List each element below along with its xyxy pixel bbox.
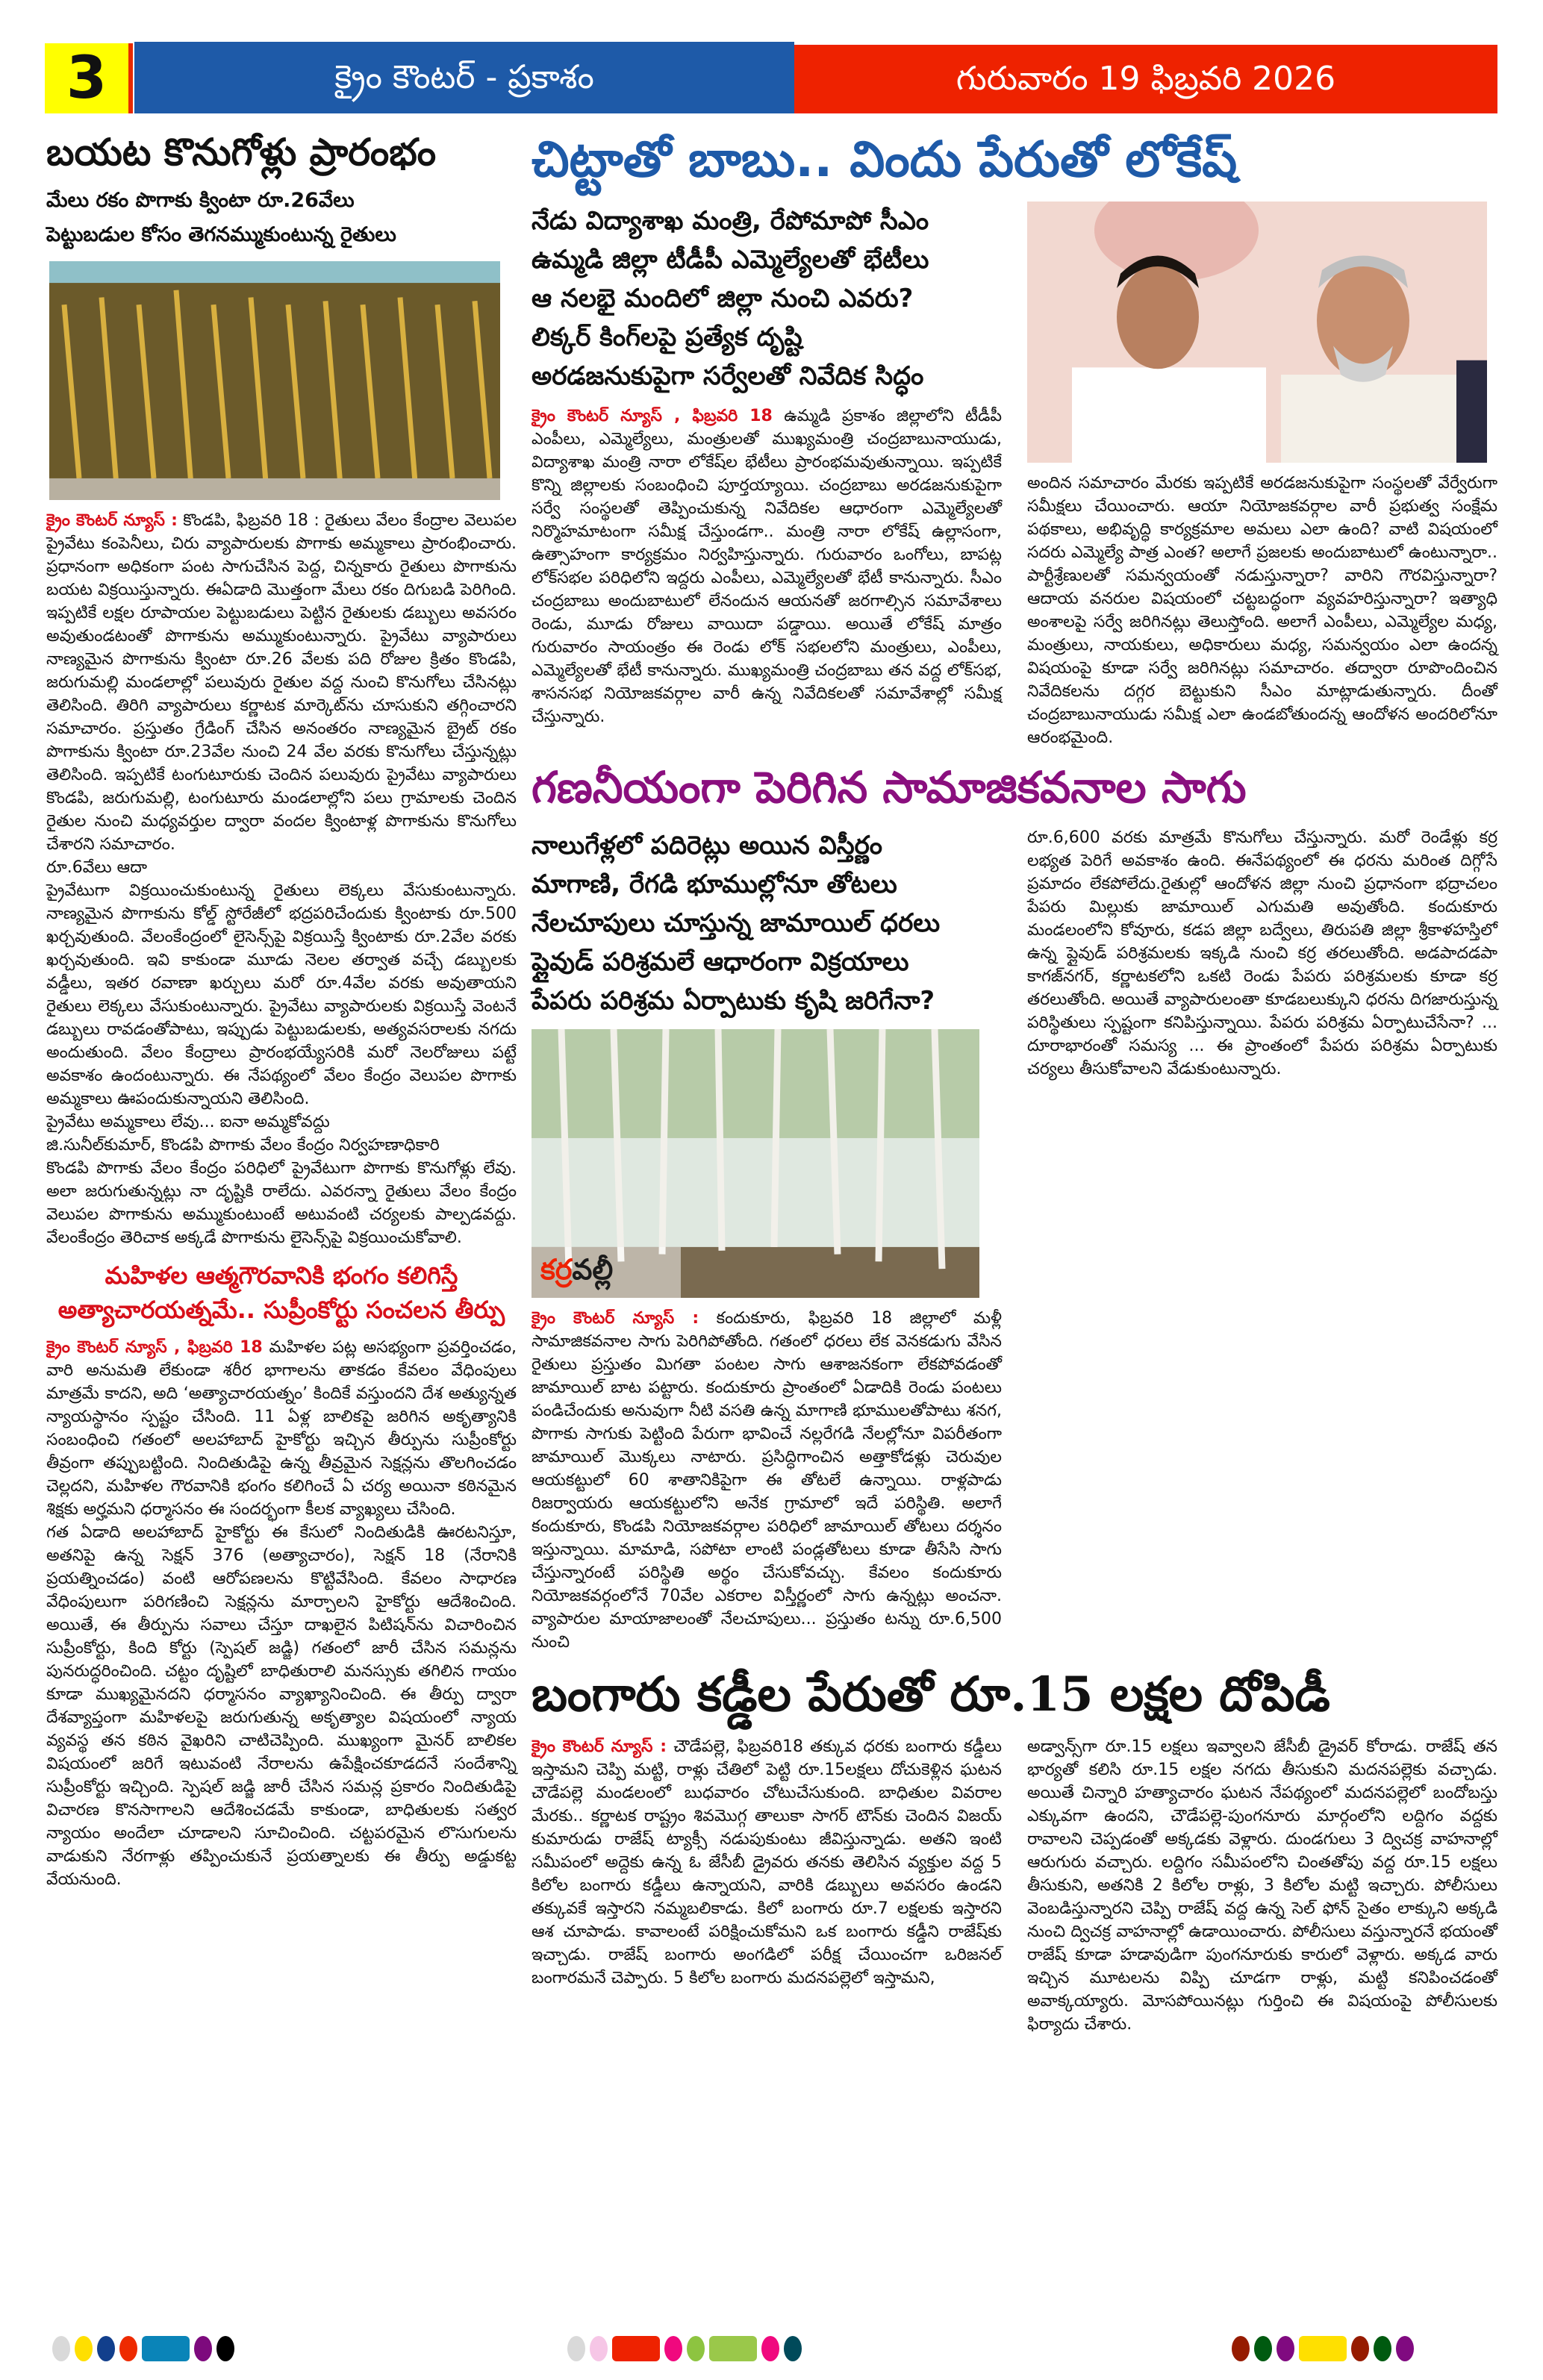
lead-left bbox=[532, 202, 1002, 728]
color-mark bbox=[1277, 2336, 1294, 2361]
registration-marks-right bbox=[1232, 2336, 1414, 2361]
color-mark bbox=[216, 2336, 234, 2361]
color-mark bbox=[590, 2336, 608, 2361]
dateline: క్రైం కౌంటర్ న్యూస్ , ఫిబ్రవరి 18 bbox=[46, 1337, 263, 1357]
dateline: క్రైం కౌంటర్ న్యూస్ : bbox=[532, 1308, 699, 1328]
paragraph: కందుకూరు, ఫిబ్రవరి 18 జిల్లాలో మళ్లీ సామాజికవనాల సాగు పెరిగిపోతోంది. గతంలో ధరలు లేక వెనకడుగు వేసిన రైతులు ప్రస్తుతం మిగతా పంటల సాగు ఆశాజనకంగా లేకపోవడంతో జామాయిల్ బాట పట్టారు. కందుకూరు ప్రాంతంలో ఏడాదికి రెండు పంటలు పండిచేందుకు అనువుగా నీటి వసతి ఉన్న మాగాణి భూములతోపాటు శనగ, పొగాకు సాగుకు పెట్టింది పేరుగా భావించే నల్లరేగడి నేలల్లోనూ విపరీతంగా జామాయిల్ మొక్కలు నాటారు. ప్రసిద్ధిగాంచిన అత్తాకోడళ్లు చెరువుల ఆయకట్టులో 60 శాతానికిపైగా ఈ తోటలే ఉన్నాయి. రాళ్లపాడు రిజర్వాయరు ఆయకట్టులోని అనేక గ్రామాలో ఇదే పరిస్థితి. అలాగే కందుకూరు, కొండపి నియోజకవర్గాల పరిధిలో జామాయిల్ తోటలు దర్శనం ఇస్తున్నాయి. మామాడి, సపోటా లాంటి పండ్లతోటలు కూడా తీసేసి సాగు చేస్తున్నారంటే పరిస్థితి అర్థం చేసుకోవచ్చు. కేవలం కందుకూరు నియోజకవర్గంలోనే 70వేల ఎకరాల విస్తీర్ణంలో సాగు ఉన్నట్లు అంచనా. వ్యాపారుల మాయాజాలంతో నేలచూపులు... ప్రస్తుతం టన్ను రూ.6,500 నుంచి bbox=[532, 1308, 1002, 1652]
deck-line: నాలుగేళ్లలో పదిరెట్లు అయిన విస్తీర్ణం bbox=[532, 830, 883, 861]
deck-line: అరడజనుకుపైగా సర్వేలతో నివేదిక సిద్ధం bbox=[532, 360, 924, 391]
tobacco-subhead: మేలు రకం పొగాకు క్వింటా రూ.26వేలు bbox=[46, 188, 355, 212]
gold-article-col2 bbox=[1027, 1735, 1497, 2036]
deck-line: మాగాణి, రేగడి భూముల్లోనూ తోటలు bbox=[532, 869, 897, 899]
color-mark bbox=[194, 2336, 212, 2361]
forestry-headline: గణనీయంగా పెరిగిన సామాజికవనాల సాగు bbox=[532, 761, 1247, 813]
tobacco-headline: బయట కొనుగోళ్లు ప్రారంభం bbox=[46, 131, 437, 174]
dateline: క్రైం కౌంటర్ న్యూస్ , ఫిబ్రవరి 18 bbox=[532, 406, 773, 425]
forestry-article-col2 bbox=[1027, 826, 1497, 1081]
color-mark bbox=[784, 2336, 802, 2361]
paragraph: చౌడేపల్లె, ఫిబ్రవరి18 తక్కువ ధరకు బంగారు కడ్డీలు ఇస్తామని చెప్పి మట్టి, రాళ్లు చేతిలో పెట్టి రూ.15లక్షలు దోచుకెళ్లిన ఘటన చౌడేపల్లె మండలంలో బుధవారం చోటుచేసుకుంది. బాధితుల వివరాల మేరకు.. కర్ణాటక రాష్ట్రం శివమొగ్గ తాలుకా సాగర్ టౌన్‌కు చెందిన విజయ్ కుమారుడు రాజేష్ ట్యాక్సీ నడుపుకుంటు జీవిస్తున్నాడు. అతని ఇంటి సమీపంలో అద్దెకు ఉన్న ఓ జేసీబీ డ్రైవరు తనకు తెలిసిన వ్యక్తుల వద్ద 5 కిలోల బంగారు కడ్డీలు ఉన్నాయని, వారికి డబ్బులు అవసరం ఉండని తక్కువకే ఇస్తారని నమ్మబలికాడు. కిలో బంగారు రూ.7 లక్షలకు ఇస్తారని ఆశ చూపాడు. కావాలంటే పరిక్షించుకోమని ఒక బంగారు కడ్డీని రాజేష్‌కు ఇచ్చాడు. రాజేష్ బంగారు అంగడిలో పరీక్ష చేయించగా ఒరిజనల్ బంగారమనే చెప్పారు. 5 కిలోల బంగారు మదనపల్లెలో ఇస్తామని, bbox=[532, 1737, 1002, 1988]
deck-line: ఉమ్మడి జిల్లా టీడీపీ ఎమ్మెల్యేలతో భేటీలు bbox=[532, 244, 929, 275]
section-subhead: రూ.6వేలు ఆదా bbox=[46, 858, 148, 877]
registration-marks-left bbox=[52, 2336, 234, 2361]
color-mark bbox=[1254, 2336, 1272, 2361]
color-mark bbox=[52, 2336, 70, 2361]
tobacco-article-body bbox=[46, 509, 517, 1249]
deck-line: లిక్కర్ కింగ్‌లపై ప్రత్యేక దృష్టి bbox=[532, 322, 802, 352]
gold-headline: బంగారు కడ్డీల పేరుతో రూ.15 లక్షల దోపిడీ bbox=[532, 1666, 1330, 1722]
headline-line: మహిళల ఆత్మగౌరవానికి భంగం కలిగిస్తే bbox=[105, 1261, 458, 1290]
paragraph: రూ.6,600 వరకు మాత్రమే కొనుగోలు చేస్తున్నారు. మరో రెండేళ్లు కర్ర లభ్యత పెరిగే అవకాశం ఉంది. ఈనేపథ్యంలో ఈ ధరను మరింత దిగ్గోసే ప్రమాదం లేకపోలేదు.రైతుల్లో ఆందోళన జిల్లా నుంచి ప్రధానంగా భద్రాచలం పేపరు మిల్లుకు జామాయిల్ ఎగుమతి అవుతోంది. కందుకూరు మండలంలోని కోవూరు, కడప జిల్లా బద్వేలు, తిరుపతి జిల్లా శ్రీకాళహస్తిలో ఉన్న ప్లైవుడ్ పరిశ్రమలకు ఇక్కడి నుంచి కర్ర తరలుతోంది. అడపాదడపా కాగజ్‌నగర్, కర్ణాటకలోని ఒకటి రెండు పేపరు పరిశ్రమలకు కూడా కర్ర తరలుతోంది. అయితే వ్యాపారులంతా కూడబలుక్కుని ధరను దిగజారుస్తున్న పరిస్థితులు స్పష్టంగా కనిపిస్తున్నాయి. పేపరు పరిశ్రమ ఏర్పాటుచేసేనా? ... దూరాభారంతో సమస్య ... ఈ ప్రాంతంలో పేపరు పరిశ్రమ ఏర్పాటుకు చర్యలు తీసుకోవాలని వేడుకుంటున్నారు. bbox=[1027, 828, 1497, 1078]
tobacco-subheads bbox=[46, 184, 517, 252]
color-mark bbox=[97, 2336, 115, 2361]
lead-deck bbox=[532, 202, 1002, 396]
color-mark bbox=[1396, 2336, 1414, 2361]
deck-line: పేపరు పరిశ్రమ ఏర్పాటుకు కృషి జరిగేనా? bbox=[532, 985, 935, 1016]
color-mark bbox=[567, 2336, 585, 2361]
forestry-left bbox=[532, 826, 1002, 1654]
issue-date: గురువారం 19 ఫిబ్రవరి 2026 bbox=[794, 45, 1497, 113]
dateline: క్రైం కౌంటర్ న్యూస్ : bbox=[532, 1737, 667, 1757]
lead-right bbox=[1027, 202, 1497, 749]
color-mark bbox=[1299, 2336, 1347, 2361]
color-mark bbox=[1232, 2336, 1250, 2361]
deck-line: నేలచూపులు చూస్తున్న జామాయిల్ ధరలు bbox=[532, 908, 941, 938]
color-mark bbox=[687, 2336, 705, 2361]
color-mark bbox=[119, 2336, 137, 2361]
color-mark bbox=[761, 2336, 779, 2361]
page-number: 3 bbox=[45, 43, 133, 113]
lead-article-col1 bbox=[532, 405, 1002, 728]
color-mark bbox=[1351, 2336, 1369, 2361]
lead-story bbox=[532, 202, 1497, 749]
color-mark bbox=[1374, 2336, 1391, 2361]
tobacco-subhead: పెట్టుబడుల కోసం తెగనమ్ముకుంటున్న రైతులు bbox=[46, 222, 396, 246]
dateline: క్రైం కౌంటర్ న్యూస్ : bbox=[46, 510, 178, 530]
color-mark bbox=[142, 2336, 190, 2361]
color-mark bbox=[612, 2336, 660, 2361]
paragraph: ఉమ్మడి ప్రకాశం జిల్లాలోని టీడీపీ ఎంపీలు, ఎమ్మెల్యేలు, మంత్రులతో ముఖ్యమంత్రి చంద్రబాబునాయుడు, విద్యాశాఖ మంత్రి నారా లోకేష్‌ల భేటీలు ప్రారంభమవుతున్నాయి. ఇప్పటికే కొన్ని జిల్లాలకు సంబంధించి పూర్తయ్యాయి. చంద్రబాబు అరడజనుకుపైగా సర్వే సంస్థలతో తెప్పించుకున్న నివేదికల ఆధారంగా ఎమ్మెల్యేలతో నిర్మొహమాటంగా సమీక్ష చేస్తుండగా.. మంత్రి నారా లోకేష్ ఉల్లాసంగా, ఉత్సాహంగా కార్యక్రమం నిర్వహిస్తున్నారు. గురువారం ఒంగోలు, బాపట్ల లోక్‌సభల పరిధిలోని ఇద్దరు ఎంపీలు, ఎమ్మెల్యేలతో భేటీ కానున్నారు. సీఎం చంద్రబాబు అందుబాటులో లేనందున ఆయనతో జరగాల్సిన సమావేశాలు రెండు, మూడు రోజులు వాయిదా పడ్డాయి. అయితే లోకేష్ మాత్రం గురువారం సాయంత్రం ఈ రెండు లోక్ సభలలోని మంత్రులు, ఎంపీలు, ఎమ్మెల్యేలతో భేటీ కానున్నారు. ముఖ్యమంత్రి చంద్రబాబు తన వద్ద లోక్‌సభ, శాసనసభ నియోజకవర్గాల వారీ ఉన్న నివేదికలతో సమావేశాల్లో సమీక్ష చేస్తున్నారు. bbox=[532, 406, 1002, 726]
gold-article-col1 bbox=[532, 1735, 1002, 1990]
forestry-deck bbox=[532, 826, 1002, 1020]
color-mark bbox=[709, 2336, 757, 2361]
forestry-story bbox=[532, 826, 1497, 1654]
paragraph: ప్రైవేటుగా విక్రయించుకుంటున్న రైతులు లెక్కలు వేసుకుంటున్నారు. నాణ్యమైన పొగాకును కోల్డ్ స్టోరేజీలో భద్రపరిచేందుకు క్వింటాకు రూ.500 ఖర్చవుతుంది. వేలంకేంద్రంలో లైసెన్స్‌పై విక్రయిస్తే క్వింటాకు రూ.2వేల వరకు ఖర్చవుతుంది. ఇవి కాకుండా మూడు నెలల తర్వాత వచ్చే డబ్బులకు వడ్డీలు, ఇతర రవాణా ఖర్చులు మరో రూ.4వేల వరకు అవుతాయని రైతులు లెక్కలు వేసుకుంటున్నారు. ప్రైవేటు వ్యాపారులకు విక్రయిస్తే వెంటనే డబ్బులు రావడంతోపాటు, ఇప్పుడు పెట్టుబడులకు, అత్యవసరాలకు నగదు అందుతుంది. వేలం కేంద్రాలు ప్రారంభయ్యేసరికి మరో నెలరోజులు పట్టే అవకాశం ఉందంటున్నారు. ఈ నేపథ్యంలో వేలం కేంద్రం వెలుపల పొగాకు అమ్మకాలు ఊపందుకున్నాయని తెలిసింది. bbox=[46, 881, 517, 1108]
forestry-right bbox=[1027, 826, 1497, 1081]
left-column bbox=[46, 131, 517, 1891]
eucalyptus-plantation-photo bbox=[532, 1029, 979, 1298]
forestry-article-col1 bbox=[532, 1307, 1002, 1654]
deck-line: ఆ నలభై మందిలో జిల్లా నుంచి ఎవరు? bbox=[532, 283, 914, 313]
deck-line: ప్లైవుడ్ పరిశ్రమలే ఆధారంగా విక్రయాలు bbox=[532, 946, 909, 977]
leaders-photo bbox=[1027, 202, 1487, 463]
paragraph: అందిన సమాచారం మేరకు ఇప్పటికే అరడజనుకుపైగా సంస్థలతో వేర్వేరుగా సమీక్షలు చేయించారు. ఆయా నియోజకవర్గాల వారీ ప్రభుత్వ సంక్షేమ పథకాలు, అభివృద్ధి కార్యక్రమాల అమలు ఎలా ఉంది? వాటి విషయంలో సదరు ఎమ్మెల్యే పాత్ర ఎంత? అలాగే ప్రజలకు అందుబాటులో ఉంటున్నారా.. పార్టీశ్రేణులతో సమన్వయంతో నడుస్తున్నారా? వారిని గౌరవిస్తున్నారా? ఆదాయ వనరుల విషయంలో చట్టబద్ధంగా వ్యవహరిస్తున్నారా? ఇత్యాధి అంశాలపై సర్వే జరిగినట్లు తెలుస్తోంది. అలాగే ఎంపీలు, ఎమ్మెల్యేల మధ్య, మంత్రులు, నాయకులు, అధికారులు మధ్య, సమన్వయం ఎలా ఉందన్న విషయంపై కూడా సర్వే జరిగినట్లు సమాచారం. తద్వారా రూపొందించిన నివేదికలను దగ్గర బెట్టుకుని సీఎం మాట్లాడుతున్నారు. దీంతో చంద్రబాబునాయుడు సమీక్ష ఎలా ఉండబోతుందన్న ఆందోళన అందరిలోనూ ఆరంభమైంది. bbox=[1027, 473, 1497, 747]
main-area bbox=[532, 131, 1497, 2036]
tobacco-drying-photo bbox=[49, 261, 500, 500]
karravalli-logo: కర్రవల్లీ bbox=[540, 1252, 614, 1286]
paragraph: గత ఏడాది అలహాబాద్ హైకోర్టు ఈ కేసులో నిందితుడికి ఊరటనిస్తూ, అతనిపై ఉన్న సెక్షన్ 376 (అత్యాచారం), సెక్షన్ 18 (నేరానికి ప్రయత్నించడం) వంటి ఆరోపణలను కొట్టివేసింది. కేవలం సాధారణ వేధింపులుగా పరిగణించి సెక్షన్లను మార్చాలని హైకోర్టు ఆదేశించింది. అయితే, ఈ తీర్పును సవాలు చేస్తూ దాఖలైన పిటిషన్‌ను విచారించిన సుప్రీంకోర్టు, కింది కోర్టు (స్పెషల్ జడ్జి) గతంలో జారీ చేసిన సమన్లను పునరుద్ధరించింది. చట్టం దృష్టిలో బాధితురాలి మనస్సుకు తగిలిన గాయం కూడా ముఖ్యమైనదని ధర్మాసనం వ్యాఖ్యానించింది. ఈ తీర్పు ద్వారా దేశవ్యాప్తంగా మహిళలపై జరుగుతున్న అకృత్యాల విషయంలో న్యాయ వ్యవస్థ తన కఠిన వైఖరిని చాటిచెప్పింది. ముఖ్యంగా మైనర్ బాలికల విషయంలో జరిగే ఇటువంటి నేరాలను ఉపేక్షించకూడదనే సందేశాన్ని సుప్రీంకోర్టు ఇచ్చింది. స్పెషల్ జడ్జి జారీ చేసిన సమన్ల ప్రకారం నిందితుడిపై విచారణ కొనసాగాలని ఆదేశించడమే కాకుండా, బాధితులకు సత్వర న్యాయం అందేలా చూడాలని సూచించింది. చట్టపరమైన లొసుగులను వాడుకుని నేరగాళ్లు తప్పించుకునే ప్రయత్నాలకు ఈ తీర్పు అడ్డుకట్ట వేయనుంది. bbox=[46, 1522, 517, 1889]
paragraph: మహిళల పట్ల అసభ్యంగా ప్రవర్తించడం, వారి అనుమతి లేకుండా శరీర భాగాలను తాకడం కేవలం వేధింపులు మాత్రమే కాదని, అది ‘అత్యాచారయత్నం’ కిందికే వస్తుందని దేశ అత్యున్నత న్యాయస్థానం స్పష్టం చేసింది. 11 ఏళ్ల బాలికపై జరిగిన అకృత్యానికి సంబంధించి గతంలో అలహాబాద్ హైకోర్టు ఇచ్చిన తీర్పును సుప్రీంకోర్టు తీవ్రంగా తప్పుబట్టింది. నిందితుడిపై ఉన్న తీవ్రమైన సెక్షన్లను తొలగించడం చెల్లదని, మహిళల గౌరవానికి భంగం కలిగించే ఏ చర్య అయినా కఠినమైన శిక్షకు అర్హమని ధర్మాసనం ఈ సందర్భంగా కీలక వ్యాఖ్యలు చేసింది. bbox=[46, 1337, 517, 1519]
paragraph: అడ్వాన్స్‌గా రూ.15 లక్షలు ఇవ్వాలని జేసీబీ డ్రైవర్ కోరాడు. రాజేష్ తన భార్యతో కలిసి రూ.15 లక్షల నగదు తీసుకుని మదనపల్లెకు వచ్చాడు. అయితే చిన్నారి హత్యాచారం ఘటన నేపథ్యంలో మదనపల్లెలో బందోబస్తు ఎక్కువగా ఉందని, చౌడేపల్లె-పుంగనూరు మార్గంలోని లద్దిగం వద్దకు రావాలని చెప్పడంతో అక్కడకు వెళ్లారు. దుండగులు 3 ద్విచక్ర వాహనాల్లో ఆరుగురు వచ్చారు. లద్దిగం సమీపంలోని చింతతోపు వద్ద రూ.15 లక్షలు తీసుకుని, అతనికి 2 కిలోల రాళ్లు, 3 కిలోల మట్టి ఇచ్చారు. పోలీసులు వెంబడిస్తున్నారని చెప్పి రాజేష్ వద్ద ఉన్న సెల్ ఫోన్ సైతం లాక్కుని అక్కడి నుంచి ద్విచక్ర వాహనాల్లో ఉడాయించారు. పోలీసులు వస్తున్నారనే భయంతో రాజేష్ కూడా హడావుడిగా పుంగనూరుకు కారులో వెళ్లారు. అక్కడ వారు ఇచ్చిన మూటలను విప్పి చూడగా రాళ్లు, మట్టి కనిపించడంతో అవాక్కయ్యారు. మోసపోయినట్లు గుర్తించి ఈ విషయంపై పోలీసులకు ఫిర్యాదు చేశారు. bbox=[1027, 1737, 1497, 2034]
lead-headline: చిట్టాతో బాబు.. విందు పేరుతో లోకేష్ bbox=[532, 131, 1238, 188]
color-mark bbox=[75, 2336, 93, 2361]
section-subhead: ప్రైవేటు అమ్మకాలు లేవు... ఐనా అమ్మకోవద్దు bbox=[46, 1112, 330, 1131]
deck-line: నేడు విద్యాశాఖ మంత్రి, రేపోమాపో సీఎం bbox=[532, 205, 929, 236]
edition-title: క్రైం కౌంటర్ - ప్రకాశం bbox=[134, 42, 794, 113]
registration-marks-center bbox=[567, 2336, 802, 2361]
paragraph: కొండపి, ఫిబ్రవరి 18 : రైతులు వేలం కేంద్రాల వెలుపల ప్రైవేటు కంపెనీలు, చిరు వ్యాపారులకు పొగాకు అమ్మకాలు ప్రారంభించారు. ప్రధానంగా అధికంగా పంట సాగుచేసిన పెద్ద, చిన్నకారు రైతులు పొగాకును బయట విక్రయిస్తున్నారు. ఈఏడాది మొత్తంగా మేలు రకం దిగుబడి పెరిగింది. ఇప్పటికే లక్షల రూపాయల పెట్టుబడులు పెట్టిన రైతులకు డబ్బులు అవసరం అవుతుండటంతో పొగాకును అమ్ముకుంటున్నారు. ప్రైవేటు వ్యాపారులు నాణ్యమైన పొగాకును క్వింటా రూ.26 వేలకు పది రోజుల క్రితం కొండపి, జరుగుమల్లి మండలాల్లో పలువురు రైతుల వద్ద నుంచి కొనుగోలు చేసినట్లు తెలిసింది. తిరిగి వ్యాపారులు కర్ణాటక మార్కెట్‌ను చూసుకుని తగ్గించారని సమాచారం. ప్రస్తుతం గ్రేడింగ్ చేసిన అనంతరం నాణ్యమైన బ్రైట్ రకం పొగాకును క్వింటా రూ.23వేల నుంచి 24 వేల వరకు కొనుగోలు చేస్తున్నట్లు తెలిసింది. ఇప్పటికే టంగుటూరుకు చెందిన పలువురు ప్రైవేటు వ్యాపారులు కొండపి, జరుగుమల్లి, టంగుటూరు మండలాల్లోని పలు గ్రామాలకు చెందిన రైతుల నుంచి మధ్యవర్తుల ద్వారా వందల క్వింటాళ్ల పొగాకును కొనుగోలు చేశారని సమాచారం. bbox=[46, 510, 517, 854]
headline-line: అత్యాచారయత్నమే.. సుప్రీంకోర్టు సంచలన తీర్పు bbox=[57, 1295, 505, 1324]
lead-article-col2 bbox=[1027, 472, 1497, 749]
quote-attribution: జి.సునీల్‌కుమార్, కొండపి పొగాకు వేలం కేంద్రం నిర్వహణాధికారి bbox=[46, 1135, 440, 1155]
supreme-court-headline bbox=[46, 1258, 517, 1327]
gold-story bbox=[532, 1735, 1497, 2036]
color-mark bbox=[664, 2336, 682, 2361]
paragraph: కొండపి పొగాకు వేలం కేంద్రం పరిధిలో ప్రైవేటుగా పొగాకు కొనుగోళ్లు లేవు. అలా జరుగుతున్నట్లు నా దృష్టికి రాలేదు. ఎవరన్నా రైతులు వేలం కేంద్రం వెలుపల పొగాకును అమ్ముకుంటుంటే అటువంటి చర్యలకు పాల్పడవద్దు. వేలంకేంద్రం తెరిచాక అక్కడే పొగాకును లైసెన్స్‌పై విక్రయించుకోవాలి. bbox=[46, 1158, 517, 1247]
supreme-court-article-body bbox=[46, 1336, 517, 1891]
